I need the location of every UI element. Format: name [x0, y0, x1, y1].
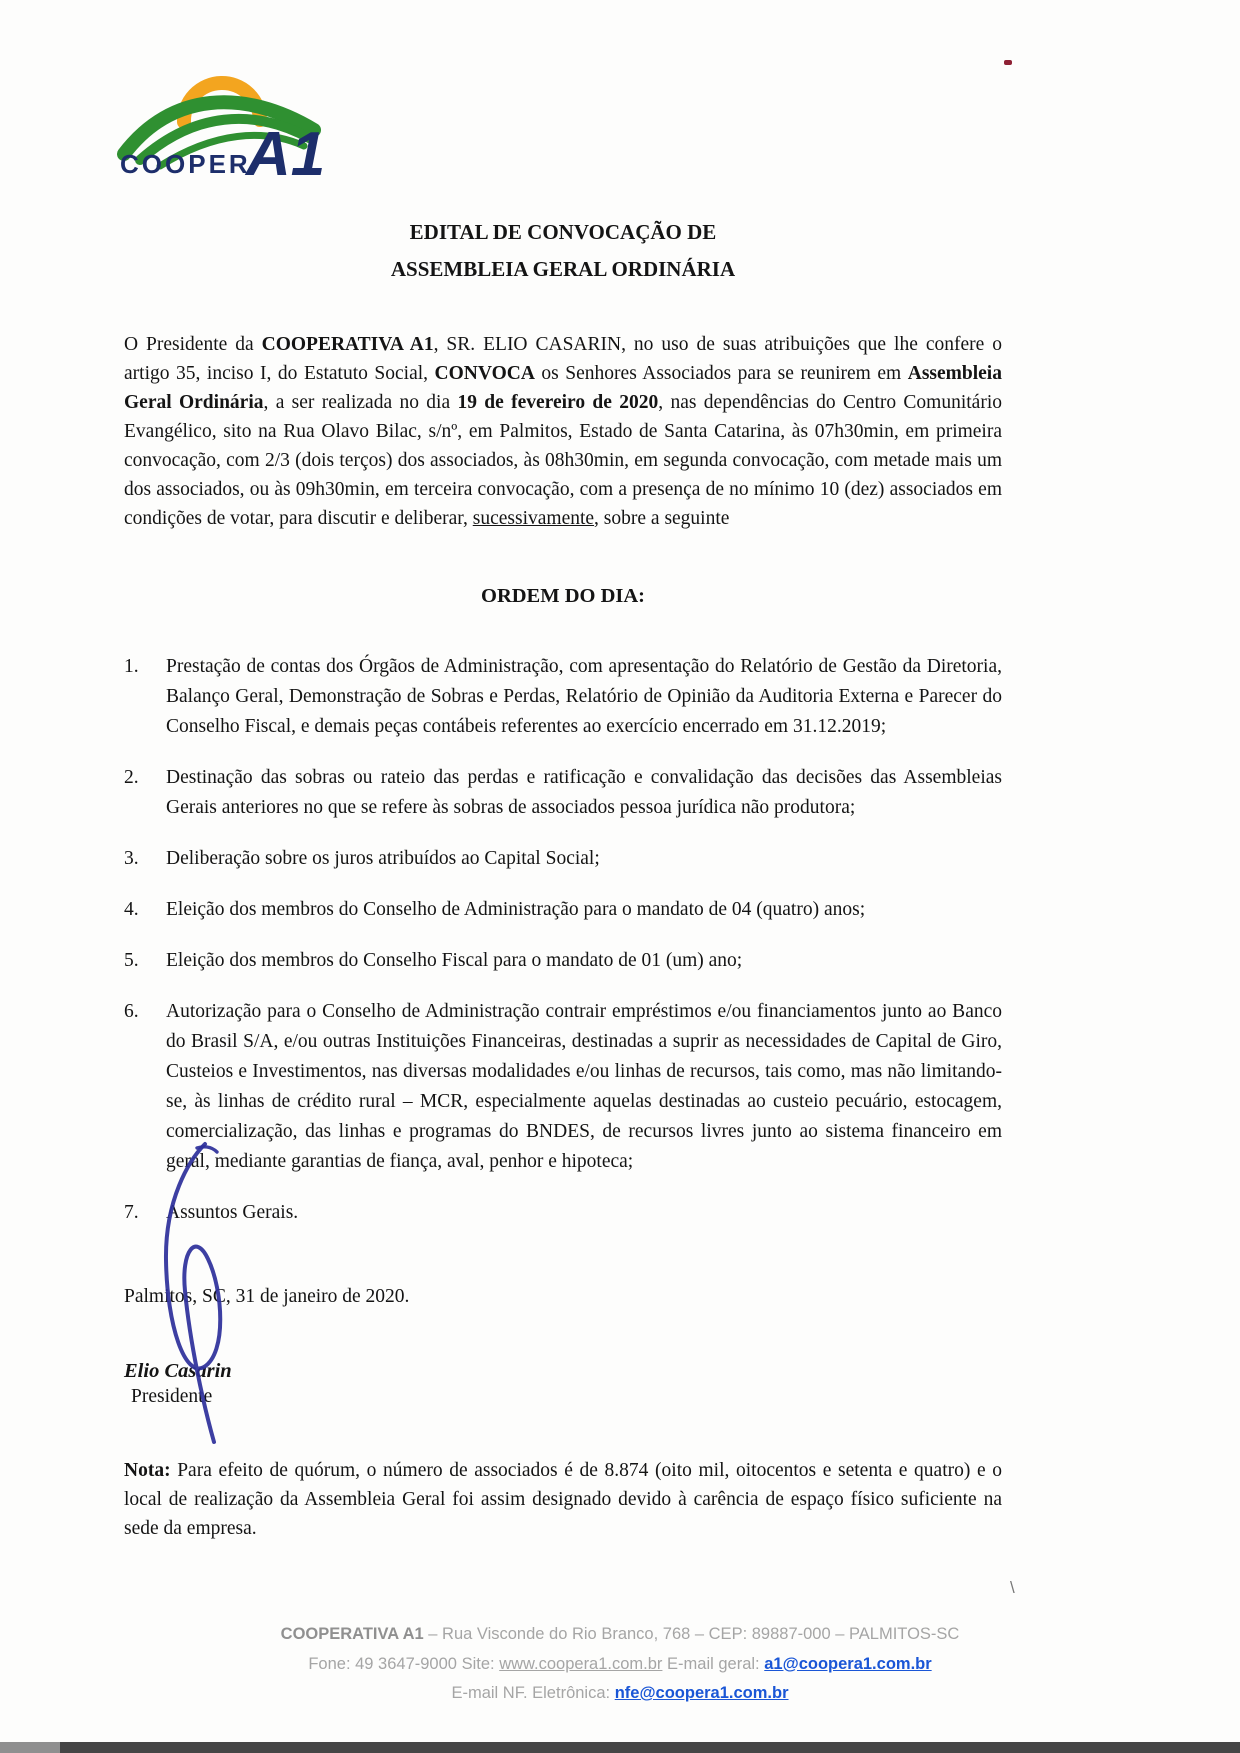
signatory-role: Presidente: [131, 1386, 213, 1407]
text-segment: , nas dependências do Centro Comunitário Evangélico, sito na Rua Olavo Bilac, s/nº, em Palmitos, Estado de Santa Catarina, às 07h30min, em primeira convocação, com 2/3 (dois terços) dos associados, às 08h30min, em segunda convocação, com metade mais um dos associados, ou às 09h30min, em terceira convocação, com a presença de no mínimo 10 (dez) associados em condições de votar, para discutir e deliberar,: [124, 392, 1002, 529]
dateline: Palmitos, SC, 31 de janeiro de 2020.: [124, 1286, 410, 1307]
document-body: [124, 0, 1002, 1563]
footer-email-label: E-mail geral:: [667, 1654, 760, 1673]
agenda-item-text: Prestação de contas dos Órgãos de Administração, com apresentação do Relatório de Gestão da Diretoria, Balanço Geral, Demonstração de Sobras e Perdas, Relatório de Opinião da Auditoria Externa e Parecer do Conselho Fiscal, e demais peças contábeis referentes ao exercício encerrado em 31.12.2019;: [166, 656, 1002, 737]
agenda-item-number: 7.: [124, 1202, 139, 1223]
footer-nf-label: E-mail NF. Eletrônica:: [451, 1684, 611, 1702]
text-segment: Assembleia Geral Ordinária: [124, 363, 1002, 413]
document-title-line1: EDITAL DE CONVOCAÇÃO DE: [409, 220, 717, 244]
agenda-item-text: Autorização para o Conselho de Administração contrair empréstimos e/ou financiamentos junto ao Banco do Brasil S/A, e/ou outras Instituições Financeiras, destinadas a suprir as necessidades de Capital de Giro, Custeios e Investimentos, nas diversas modalidades e/ou linhas de recursos, tais como, mas não limitando-se, às linhas de crédito rural – MCR, especialmente aquelas destinadas ao custeio pecuário, estocagem, comercialização, das linhas e programas do BNDES, de recursos livres junto ao sistema financeiro em geral, mediante garantias de fiança, aval, penhor e hipoteca;: [166, 1001, 1002, 1172]
footer-phone: Fone: 49 3647-9000: [308, 1654, 457, 1673]
agenda-item-number: 4.: [124, 899, 139, 920]
signatory-name: Elio Casarin: [124, 1360, 232, 1382]
agenda-item-text: Deliberação sobre os juros atribuídos ao Capital Social;: [166, 848, 600, 869]
agenda-item: [124, 895, 1002, 925]
text-segment: os Senhores Associados para se reunirem em: [534, 363, 908, 384]
text-segment: Nota:: [124, 1460, 178, 1481]
agenda-item: [124, 763, 1002, 823]
agenda-item-text: Eleição dos membros do Conselho Fiscal para o mandato de 01 (um) ano;: [166, 950, 743, 971]
agenda-item: [124, 997, 1002, 1177]
agenda-item: [124, 1198, 1002, 1228]
text-segment: CONVOCA: [434, 363, 535, 384]
agenda-item-text: Assuntos Gerais.: [166, 1202, 299, 1223]
footer: [0, 1620, 1240, 1709]
footer-nf-line: [0, 1679, 1240, 1709]
site-link[interactable]: www.coopera1.com.br: [499, 1654, 663, 1673]
text-segment: 19 de fevereiro de 2020: [457, 392, 659, 413]
text-segment: , a ser realizada no dia: [263, 392, 458, 413]
footer-address-line: [0, 1620, 1240, 1650]
agenda-list: [124, 652, 1002, 1228]
agenda-item-number: 5.: [124, 950, 139, 971]
agenda-item-text: Eleição dos membros do Conselho de Administração para o mandato de 04 (quatro) anos;: [166, 899, 866, 920]
scan-artifact-dot: [1004, 60, 1012, 65]
footer-site-label: Site:: [461, 1654, 495, 1673]
bottom-scan-bar-edge: [0, 1742, 60, 1753]
note-paragraph: [124, 1456, 1002, 1543]
agenda-heading: ORDEM DO DIA:: [481, 585, 645, 607]
text-segment: Para efeito de quórum, o número de associados é de 8.874 (oito mil, oitocentos e setenta e quatro) e o local de realização da Assembleia Geral foi assim designado devido à carência de espaço físico suficiente na sede da empresa.: [124, 1460, 1003, 1539]
agenda-item: [124, 844, 1002, 874]
agenda-item-number: 2.: [124, 767, 139, 788]
text-segment: sucessivamente: [472, 508, 595, 529]
scan-artifact-mark: \: [1010, 1578, 1015, 1597]
text-segment: O Presidente da: [124, 334, 262, 355]
agenda-item-number: 6.: [124, 1001, 139, 1022]
intro-paragraph: [124, 330, 1002, 533]
email-nf-link[interactable]: nfe@coopera1.com.br: [614, 1684, 789, 1702]
logo-wordmark: COOPER: [120, 149, 251, 178]
agenda-item: [124, 652, 1002, 742]
footer-address: – Rua Visconde do Rio Branco, 768 – CEP: 89887-000 – PALMITOS-SC: [428, 1625, 960, 1643]
bottom-scan-bar: [0, 1742, 1240, 1753]
agenda-item: [124, 946, 1002, 976]
agenda-item-number: 1.: [124, 656, 139, 677]
agenda-item-text: Destinação das sobras ou rateio das perdas e ratificação e convalidação das decisões das Assembleias Gerais anteriores no que se refere às sobras de associados pessoa jurídica não produtora;: [166, 767, 1002, 818]
document-title-line2: ASSEMBLEIA GERAL ORDINÁRIA: [390, 257, 736, 281]
document-title: [124, 214, 1002, 288]
footer-contact-line: [0, 1650, 1240, 1680]
logo-mark-a1: A1: [246, 120, 326, 178]
text-segment: , sobre a seguinte: [594, 508, 730, 529]
footer-brand: COOPERATIVA A1: [280, 1625, 424, 1643]
text-segment: COOPERATIVA A1: [261, 334, 434, 355]
text-segment: , SR. ELIO CASARIN, no uso de suas atribuições que lhe confere o artigo 35, inciso I, do Estatuto Social,: [124, 334, 1002, 384]
agenda-item-number: 3.: [124, 848, 139, 869]
email-general-link[interactable]: a1@coopera1.com.br: [764, 1654, 932, 1673]
